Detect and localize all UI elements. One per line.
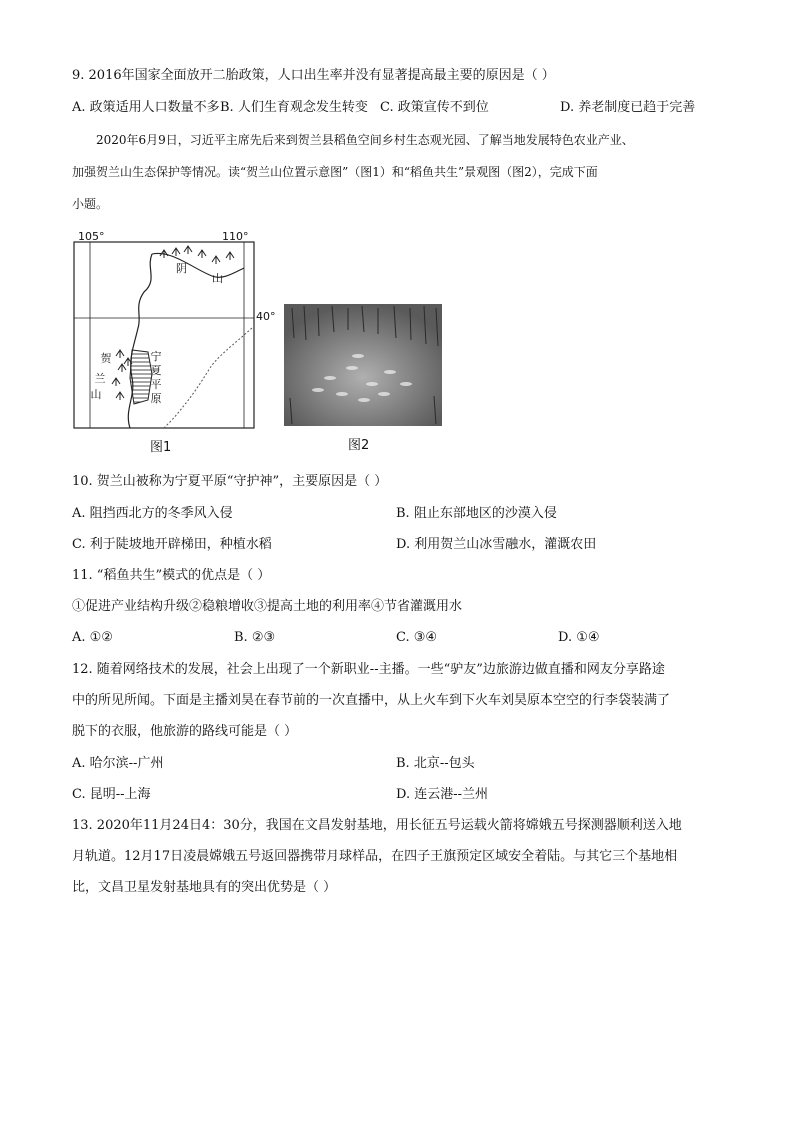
- intro-line-2: 加强贺兰山生态保护等情况。读“贺兰山位置示意图”（图1）和“稻鱼共生”景观图（图2），完成下面: [72, 165, 598, 179]
- intro-line-3: 小题。: [72, 197, 109, 211]
- q11-statements: ①促进产业结构升级②稳粮增收③提高土地的利用率④节省灌溉用水: [72, 599, 463, 614]
- lat-40-label: 40°: [256, 310, 276, 323]
- helan-lan-label: 兰: [94, 372, 106, 385]
- helan-shan-label: 山: [90, 388, 102, 401]
- q12-option-d: D. 连云港--兰州: [396, 787, 489, 802]
- lon-110-label: 110°: [222, 230, 249, 243]
- q13-line-3: 比，文昌卫星发射基地具有的突出优势是（ ）: [72, 880, 337, 895]
- q13-line-1: 13. 2020年11月24日4：30分，我国在文昌发射基地，用长征五号运载火箭将嫦娥五号探测器顺利送入地: [72, 818, 682, 833]
- q9-option-d: D. 养老制度已趋于完善: [560, 100, 696, 115]
- figure-1-caption: 图1: [150, 440, 172, 455]
- q9-option-a: A. 政策适用人口数量不多: [72, 100, 220, 115]
- intro-line-1: 2020年6月9日，习近平主席先后来到贺兰县稻鱼空间乡村生态观光园、了解当地发展特色农业产业、: [96, 133, 634, 147]
- figure-area: [72, 228, 452, 458]
- ningxia-ping-label: 平: [150, 378, 162, 391]
- q12-line-2: 中的所见所闻。下面是主播刘昊在春节前的一次直播中，从上火车到下火车刘昊原本空空的行李袋装满了: [72, 693, 671, 708]
- q10-stem: 10. 贺兰山被称为宁夏平原“守护神”，主要原因是（ ）: [72, 474, 388, 489]
- q12-option-a: A. 哈尔滨--广州: [72, 756, 164, 771]
- q12-option-b: B. 北京--包头: [396, 756, 475, 771]
- ningxia-yuan-label: 原: [150, 392, 162, 405]
- helan-location-map: [72, 228, 452, 458]
- q11-option-a: A. ①②: [72, 630, 113, 645]
- q10-option-a: A. 阻挡西北方的冬季风入侵: [72, 506, 233, 521]
- q11-stem: 11. “稻鱼共生”模式的优点是（ ）: [72, 568, 271, 583]
- q12-line-3: 脱下的衣服，他旅游的路线可能是（ ）: [72, 724, 298, 739]
- q10-option-c: C. 利于陡坡地开辟梯田，种植水稻: [72, 537, 272, 552]
- q9-option-c: C. 政策宣传不到位: [380, 100, 489, 115]
- river-line: [164, 328, 252, 428]
- yin-label: 阴: [176, 262, 187, 275]
- q11-option-b: B. ②③: [234, 630, 276, 645]
- q11-option-c: C. ③④: [396, 630, 438, 645]
- ningxia-ning-label: 宁: [150, 350, 162, 363]
- yin-shan-label: 山: [212, 272, 223, 285]
- q13-line-2: 月轨道。12月17日凌晨嫦娥五号返回器携带月球样品，在四子王旗预定区域安全着陆。与其它三个基地相: [72, 849, 678, 864]
- q11-option-d: D. ①④: [558, 630, 600, 645]
- q9-stem: 9. 2016年国家全面放开二胎政策，人口出生率并没有显著提高最主要的原因是（ ）: [72, 68, 555, 83]
- ningxia-plain-area: [130, 350, 152, 404]
- ningxia-xia-label: 夏: [150, 364, 162, 377]
- helan-mountain-symbols: [112, 350, 132, 400]
- lon-105-label: 105°: [78, 230, 105, 243]
- q9-option-b: B. 人们生育观念发生转变: [220, 100, 368, 115]
- q10-option-d: D. 利用贺兰山冰雪融水，灌溉农田: [396, 537, 597, 552]
- figure-2-caption: 图2: [348, 438, 370, 453]
- q10-option-b: B. 阻止东部地区的沙漠入侵: [396, 506, 557, 521]
- q12-option-c: C. 昆明--上海: [72, 787, 151, 802]
- yin-mountain-symbols: [160, 246, 234, 264]
- helan-he-label: 贺: [100, 352, 112, 365]
- q12-line-1: 12. 随着网络技术的发展，社会上出现了一个新职业--主播。一些“驴友”边旅游边做直播和网友分享路途: [72, 662, 665, 677]
